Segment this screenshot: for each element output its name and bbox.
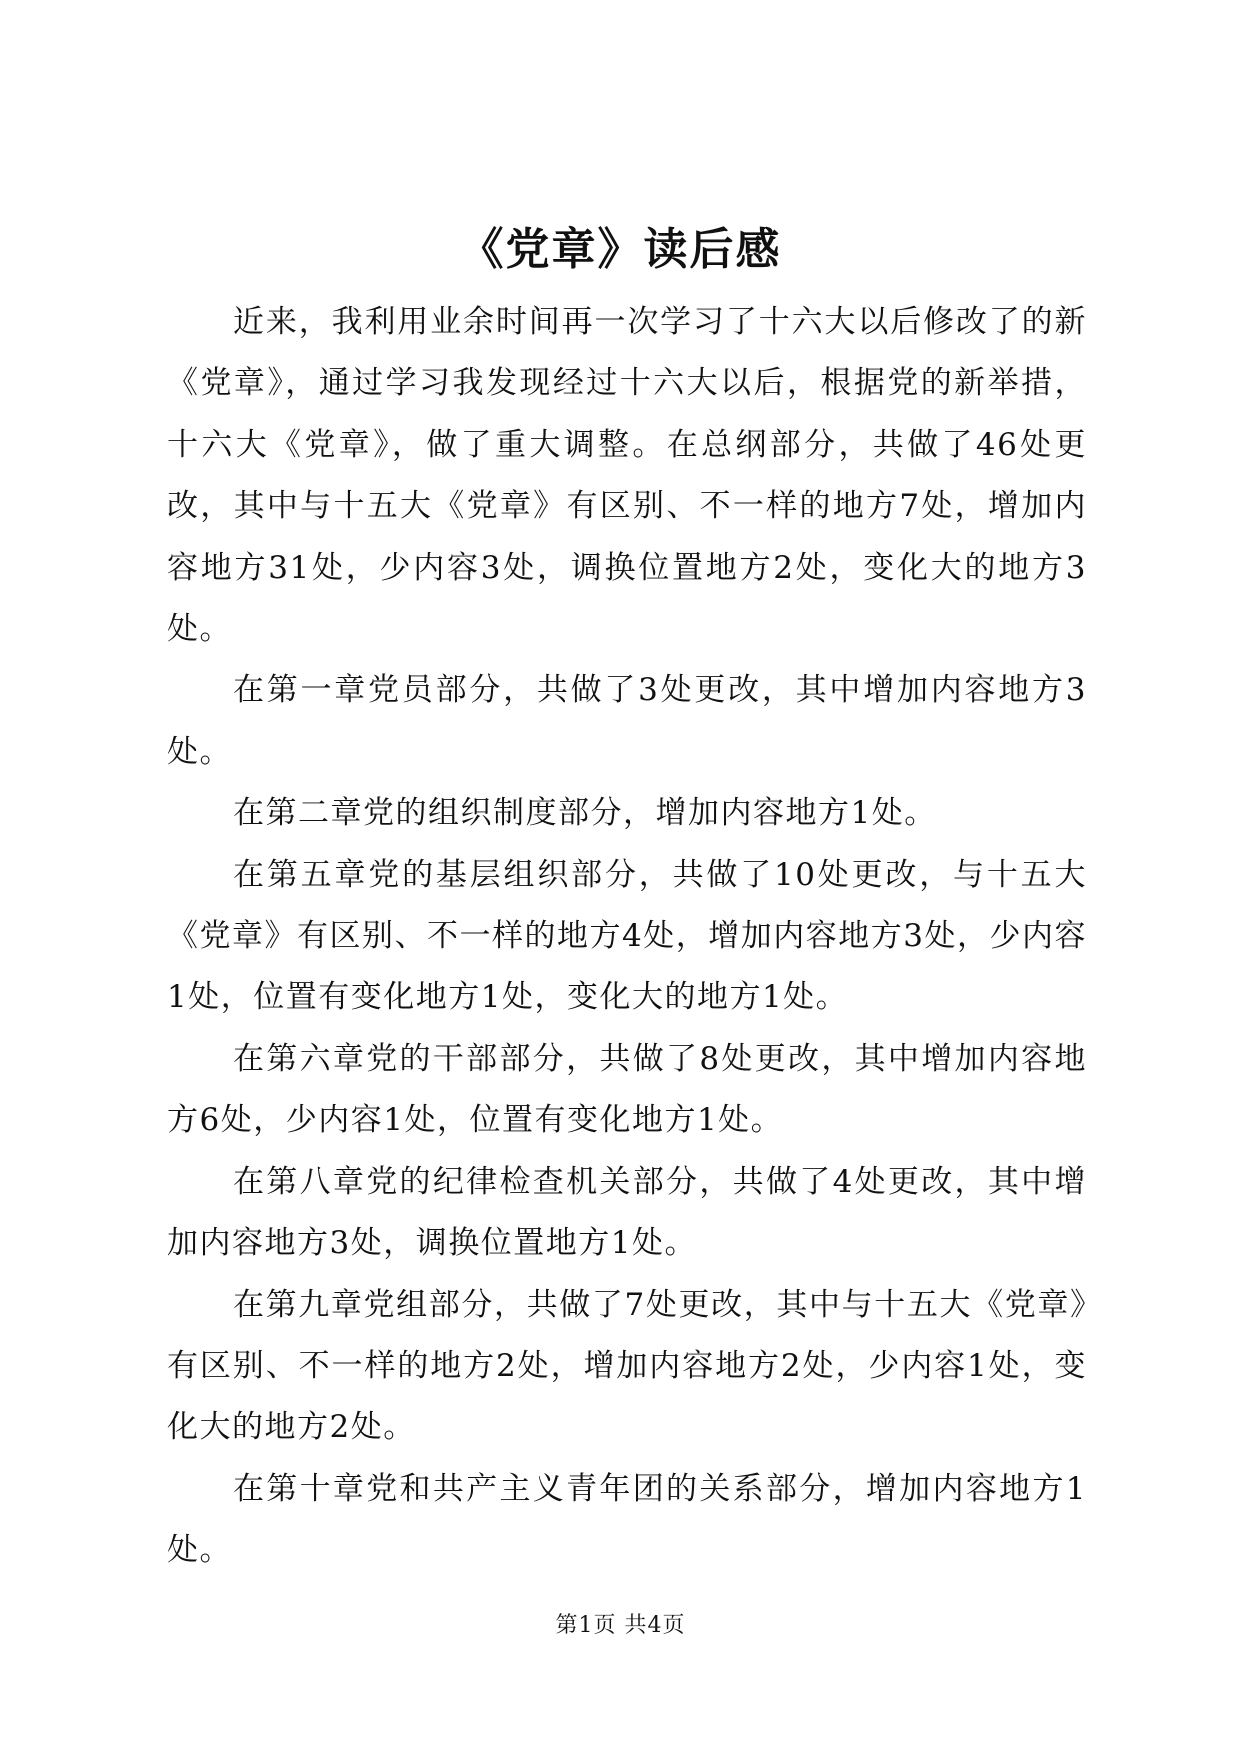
paragraph-chapter-2: 在第二章党的组织制度部分，增加内容地方1处。 [233,795,937,832]
paragraph-chapter-1: 在第一章党员部分，共做了3处更改，其中增加内容地方3处。 [167,672,1087,770]
paragraph-chapter-10: 在第十章党和共产主义青年团的关系部分，增加内容地方1处。 [167,1470,1087,1569]
paragraph-chapter-8: 在第八章党的纪律检查机关部分，共做了4处更改，其中增加内容地方3处，调换位置地方1处。 [167,1163,1087,1262]
paragraph-chapter-6: 在第六章党的干部部分，共做了8处更改，其中增加内容地方6处，少内容1处，位置有变化地方1处。 [167,1040,1087,1139]
paragraph-chapter-9: 在第九章党组部分，共做了7处更改，其中与十五大《党章》有区别、不一样的地方2处，增加内容地方2处，少内容1处，变化大的地方2处。 [167,1286,1087,1446]
page-number-footer: 第1页 共4页 [555,1613,686,1638]
document-body [167,292,1087,1582]
paragraph-intro: 近来，我利用业余时间再一次学习了十六大以后修改了的新《党章》，通过学习我发现经过十六大以后，根据党的新举措，十六大《党章》，做了重大调整。在总纲部分，共做了46处更改，其中与十五大《党章》有区别、不一样的地方7处，增加内容地方31处，少内容3处，调换位置地方2处，变化大的地方3处。 [167,304,1087,648]
paragraph-chapter-5: 在第五章党的基层组织部分，共做了10处更改，与十五大《党章》有区别、不一样的地方4处，增加内容地方3处，少内容1处，位置有变化地方1处，变化大的地方1处。 [167,856,1087,1016]
document-title: 《党章》读后感 [459,224,782,275]
